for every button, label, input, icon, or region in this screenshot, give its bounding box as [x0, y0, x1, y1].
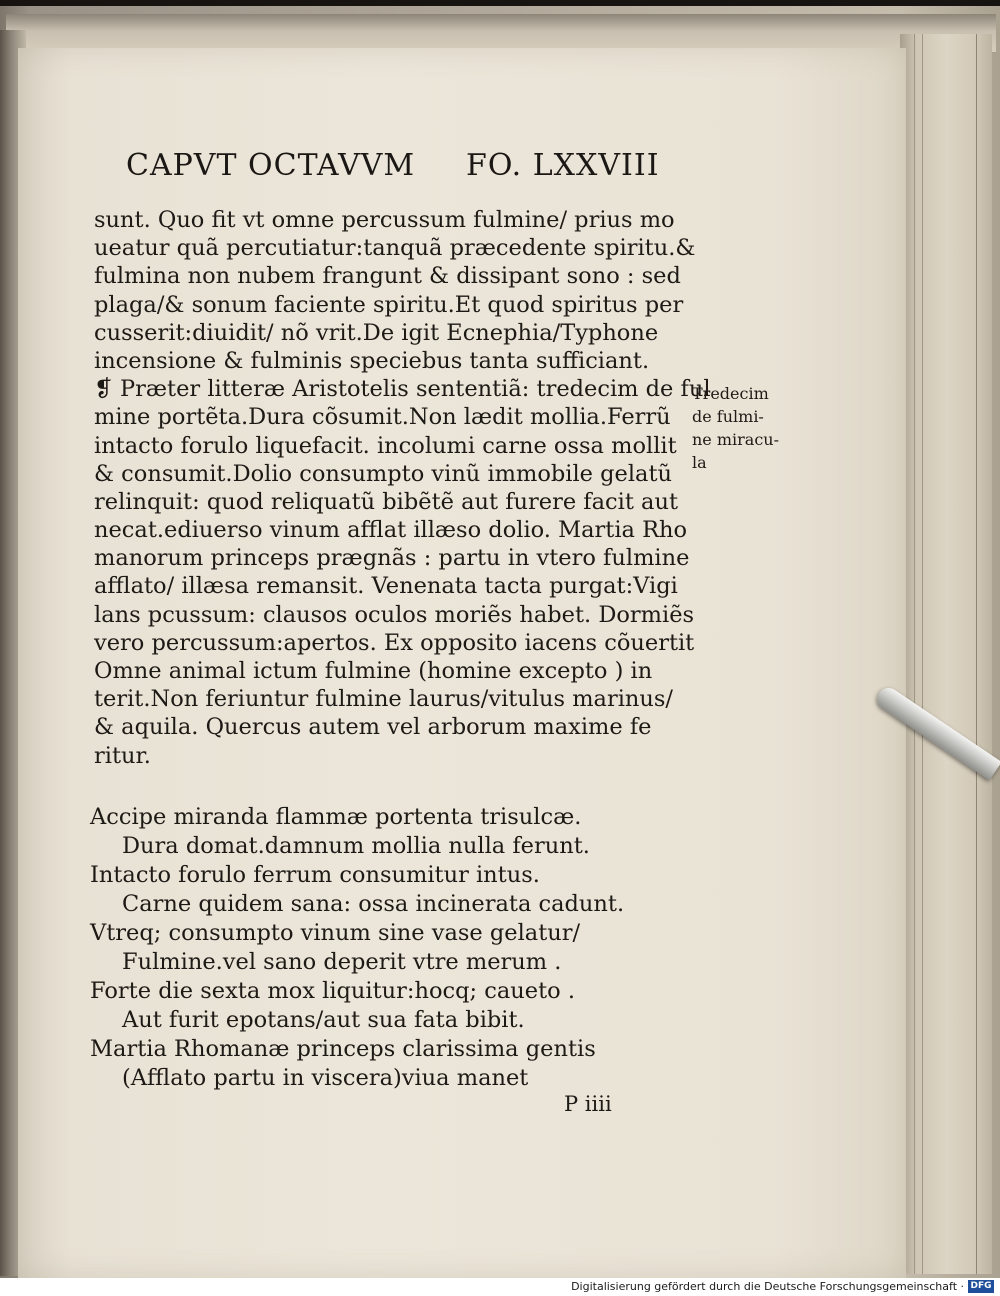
running-header	[126, 148, 686, 188]
text-line: & consumit.Dolio consumpto vinũ immobile gelatũ	[94, 460, 672, 487]
text-line: manorum princeps prægnãs : partu in vtero fulmine	[94, 545, 690, 572]
marginal-note-line: de fulmi-	[692, 407, 764, 426]
verse-line: Fulmine.vel sano deperit vtre merum .	[122, 949, 562, 975]
show-through-text	[778, 588, 888, 1008]
folio-number: FO. LXXVIII	[466, 148, 660, 183]
footer-credit-bar	[0, 1278, 1000, 1296]
text-line: plaga/& sonum faciente spiritu.Et quod spiritus per	[94, 291, 684, 318]
text-line: ritur.	[94, 742, 151, 769]
text-line: vero percussum:apertos. Ex opposito iacens cõuertit	[94, 629, 695, 656]
text-line: necat.ediuerso vinum afflat illæso dolio. Martia Rho	[94, 517, 688, 544]
text-line: lans pcussum: clausos oculos moriẽs habet. Dormiẽs	[94, 601, 695, 628]
dfg-logo: DFG	[968, 1280, 994, 1293]
verse-line: Forte die sexta mox liquitur:hocq; caueto .	[90, 978, 575, 1004]
verse-line: Martia Rhomanæ princeps clarissima gentis	[90, 1036, 596, 1062]
prose-text-block	[94, 206, 711, 770]
marginal-note-line: Tredecim	[692, 384, 769, 403]
text-line: & aquila. Quercus autem vel arborum maxime fe	[94, 714, 652, 741]
text-line: terit.Non feriuntur fulmine laurus/vitulus marinus/	[94, 686, 674, 713]
right-page-edges	[900, 34, 992, 1274]
verse-line: Carne quidem sana: ossa incinerata cadunt.	[122, 891, 625, 917]
marginal-note	[692, 382, 822, 474]
text-line: sunt. Quo fit vt omne percussum fulmine/ prius mo	[94, 207, 675, 233]
verse-block	[90, 803, 650, 1093]
text-line: cusserit:diuidit/ nõ vrit.De igit Ecnephia/Typhone	[94, 319, 659, 346]
verse-line: Aut furit epotans/aut sua fata bibit.	[122, 1007, 525, 1033]
text-line: Omne animal ictum fulmine (homine excepto ) in	[94, 658, 653, 684]
text-line: incensione & fulminis speciebus tanta sufficiant.	[94, 347, 650, 374]
verse-line: Accipe miranda flammæ portenta trisulcæ.	[90, 804, 582, 830]
verse-line: (Afflato partu in viscera)viua manet	[122, 1065, 529, 1091]
book-page	[18, 48, 906, 1278]
text-line: afflato/ illæsa remansit. Venenata tacta purgat:Vigi	[94, 573, 678, 600]
marginal-note-line: la	[692, 453, 707, 472]
text-line: mine portẽta.Dura cõsumit.Non lædit mollia.Ferrũ	[94, 404, 671, 431]
running-title: CAPVT OCTAVVM	[126, 148, 416, 183]
text-line: relinquit: quod reliquatũ bibẽtẽ aut furere facit aut	[94, 488, 678, 515]
verse-line: Intacto forulo ferrum consumitur intus.	[90, 862, 540, 888]
text-line: ueatur quã percutiatur:tanquã præcedente spiritu.&	[94, 235, 696, 262]
signature-mark: P iiii	[564, 1092, 612, 1116]
marginal-note-line: ne miracu-	[692, 430, 780, 449]
verse-line: Dura domat.damnum mollia nulla ferunt.	[122, 833, 590, 859]
paragraph-start-line: ❡ Præter litteræ Aristotelis sententiã: tredecim de ful	[94, 376, 711, 403]
text-line: intacto forulo liquefacit. incolumi carne ossa mollit	[94, 432, 677, 459]
verse-line: Vtreq; consumpto vinum sine vase gelatur/	[90, 920, 581, 946]
funding-credit: Digitalisierung gefördert durch die Deutsche Forschungsgemeinschaft ·	[571, 1280, 964, 1293]
text-line: fulmina non nubem frangunt & dissipant sono : sed	[94, 263, 681, 290]
